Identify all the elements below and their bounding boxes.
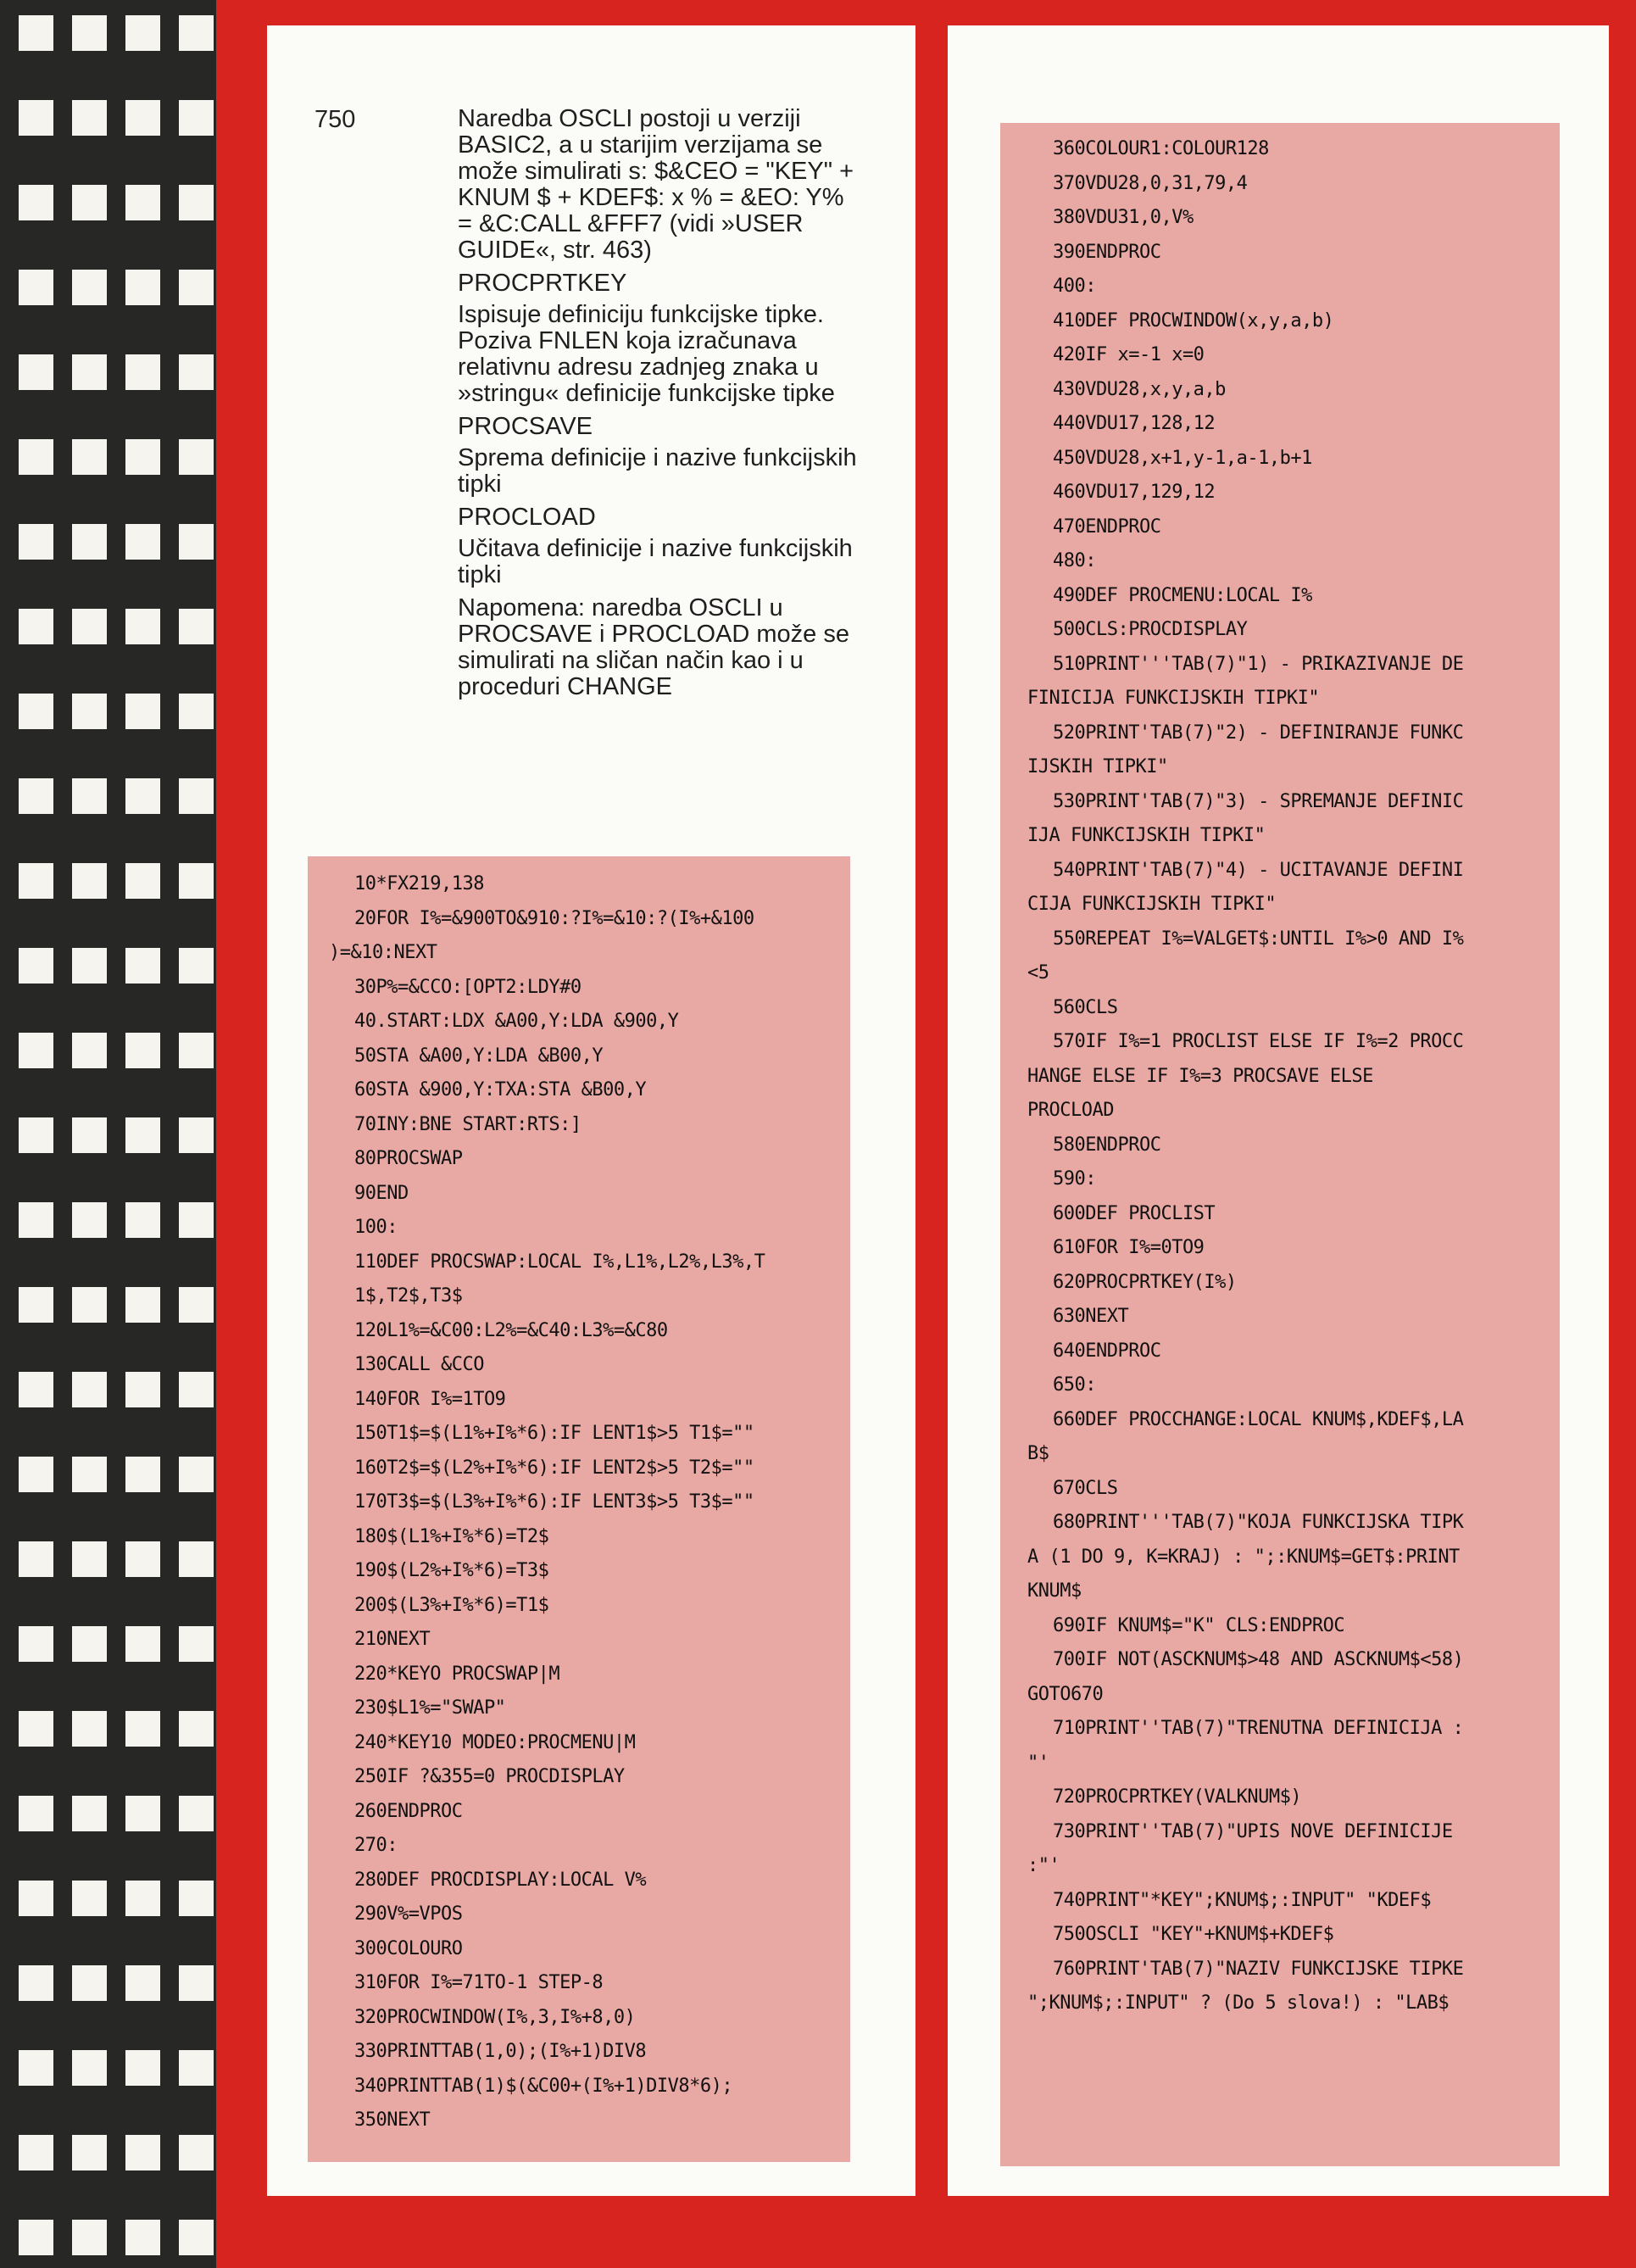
paragraph-procsave: Sprema definicije i nazive funkcijskih tipki — [458, 444, 857, 498]
code-line: 730PRINT''TAB(7)"UPIS NOVE DEFINICIJE — [1053, 1820, 1453, 1842]
code-line: 260ENDPROC — [354, 1800, 463, 1822]
code-line: 350NEXT — [354, 2109, 431, 2131]
code-line: 110DEF PROCSWAP:LOCAL I%,L1%,L2%,L3%,T — [354, 1251, 765, 1273]
code-line: 640ENDPROC — [1053, 1340, 1161, 1362]
code-line: 360COLOUR1:COLOUR128 — [1053, 138, 1269, 159]
code-line: 600DEF PROCLIST — [1053, 1202, 1216, 1224]
note-paragraph: Napomena: naredba OSCLI u PROCSAVE i PROCLOAD može se simulirati na sličan način kao i u proceduri CHANGE — [458, 594, 849, 700]
code-line: 40.START:LDX &A00,Y:LDA &900,Y — [354, 1011, 679, 1032]
code-line: 330PRINTTAB(1,0);(I%+1)DIV8 — [354, 2041, 647, 2062]
code-line: 170T3$=$(L3%+I%*6):IF LENT3$>5 T3$="" — [354, 1491, 754, 1513]
code-line: 680PRINT'''TAB(7)"KOJA FUNKCIJSKA TIPK — [1053, 1512, 1464, 1533]
code-line: 10*FX219,138 — [354, 873, 484, 894]
decorative-stripe-border — [0, 0, 216, 2268]
code-line: 230$L1%="SWAP" — [354, 1697, 506, 1719]
code-line: 620PROCPRTKEY(I%) — [1053, 1271, 1237, 1293]
code-line: 120L1%=&C00:L2%=&C40:L3%=&C80 — [354, 1319, 668, 1341]
code-line: 240*KEY10 MODEO:PROCMENU|M — [354, 1731, 636, 1753]
code-line: 760PRINT'TAB(7)"NAZIV FUNKCIJSKE TIPKE — [1053, 1958, 1464, 1980]
code-line: 380VDU31,0,V% — [1053, 207, 1194, 228]
code-line: 480: — [1053, 550, 1096, 571]
code-line: 740PRINT"*KEY";KNUM$;:INPUT" "KDEF$ — [1053, 1889, 1432, 1911]
code-line: 470ENDPROC — [1053, 515, 1161, 538]
left-page-column — [267, 25, 915, 2196]
code-line: 80PROCSWAP — [354, 1148, 463, 1169]
code-line: 270: — [354, 1835, 398, 1856]
paragraph-procprtkey: Ispisuje definiciju funkcijske tipke. Poziva FNLEN koja izračunava relativnu adresu zadnjeg znaka u »stringu« definicije funkcijske tipke — [458, 301, 835, 407]
code-line: 400: — [1053, 276, 1096, 297]
code-line: 530PRINT'TAB(7)"3) - SPREMANJE DEFINIC — [1053, 790, 1464, 812]
heading-procload: PROCLOAD — [458, 504, 596, 531]
code-line: A (1 DO 9, K=KRAJ) : ";:KNUM$=GET$:PRINT — [1027, 1546, 1460, 1568]
code-line: 690IF KNUM$="K" CLS:ENDPROC — [1053, 1614, 1345, 1636]
code-line: 60STA &900,Y:TXA:STA &B00,Y — [354, 1079, 647, 1101]
code-line: 650: — [1053, 1374, 1096, 1396]
code-line: 450VDU28,x+1,y-1,a-1,b+1 — [1053, 447, 1312, 469]
code-line: 630NEXT — [1053, 1306, 1129, 1327]
code-line: 410DEF PROCWINDOW(x,y,a,b) — [1053, 309, 1334, 332]
code-line: 220*KEYO PROCSWAP|M — [354, 1663, 560, 1685]
code-line: 390ENDPROC — [1053, 241, 1161, 263]
code-line: 750OSCLI "KEY"+KNUM$+KDEF$ — [1053, 1924, 1334, 1945]
code-line: 670CLS — [1053, 1477, 1118, 1499]
code-line: "' — [1027, 1752, 1049, 1774]
code-line: 140FOR I%=1TO9 — [354, 1388, 506, 1410]
code-line: 700IF NOT(ASCKNUM$>48 AND ASCKNUM$<58) — [1053, 1649, 1464, 1670]
code-line: 560CLS — [1053, 996, 1118, 1018]
code-line: 510PRINT'''TAB(7)"1) - PRIKAZIVANJE DE — [1053, 653, 1464, 675]
code-line: 660DEF PROCCHANGE:LOCAL KNUM$,KDEF$,LA — [1053, 1408, 1464, 1430]
heading-procprtkey: PROCPRTKEY — [458, 270, 627, 297]
code-line: HANGE ELSE IF I%=3 PROCSAVE ELSE — [1027, 1065, 1373, 1087]
stripe-pattern — [0, 0, 216, 2268]
code-line: 150T1$=$(L1%+I%*6):IF LENT1$>5 T1$="" — [354, 1423, 754, 1444]
code-listing-right — [1000, 123, 1560, 2166]
code-line: 100: — [354, 1217, 398, 1238]
code-line: 30P%=&CCO:[OPT2:LDY#0 — [354, 976, 582, 998]
code-line: 370VDU28,0,31,79,4 — [1053, 172, 1248, 194]
code-line: 420IF x=-1 x=0 — [1053, 344, 1205, 365]
code-line: 280DEF PROCDISPLAY:LOCAL V% — [354, 1869, 647, 1891]
code-line: 590: — [1053, 1168, 1096, 1190]
code-line: 500CLS:PROCDISPLAY — [1053, 619, 1248, 640]
code-line: 130CALL &CCO — [354, 1354, 484, 1375]
code-line: 200$(L3%+I%*6)=T1$ — [354, 1594, 549, 1616]
code-line: 340PRINTTAB(1)$(&C00+(I%+1)DIV8*6); — [354, 2075, 733, 2097]
code-line: PROCLOAD — [1027, 1100, 1114, 1121]
code-line: )=&10:NEXT — [329, 942, 437, 963]
code-line: B$ — [1027, 1443, 1049, 1464]
code-line: IJSKIH TIPKI" — [1027, 756, 1168, 777]
heading-procsave: PROCSAVE — [458, 413, 593, 440]
bottom-red-band — [267, 2204, 1636, 2268]
code-line: 250IF ?&355=0 PROCDISPLAY — [354, 1766, 625, 1787]
code-line: 320PROCWINDOW(I%,3,I%+8,0) — [354, 2006, 636, 2028]
code-line: 550REPEAT I%=VALGET$:UNTIL I%>0 AND I% — [1053, 928, 1464, 950]
code-line: 720PROCPRTKEY(VALKNUM$) — [1053, 1786, 1302, 1808]
code-line: 710PRINT''TAB(7)"TRENUTNA DEFINICIJA : — [1053, 1718, 1464, 1739]
code-line: 440VDU17,128,12 — [1053, 413, 1216, 434]
code-line: 160T2$=$(L2%+I%*6):IF LENT2$>5 T2$="" — [354, 1457, 754, 1479]
code-line: 290V%=VPOS — [354, 1903, 463, 1925]
code-line: 300COLOURO — [354, 1937, 463, 1959]
code-line: 70INY:BNE START:RTS:] — [354, 1113, 582, 1135]
code-line: 610FOR I%=0TO9 — [1053, 1237, 1205, 1258]
code-line: 520PRINT'TAB(7)"2) - DEFINIRANJE FUNKC — [1053, 722, 1464, 744]
code-line: FINICIJA FUNKCIJSKIH TIPKI" — [1027, 688, 1320, 709]
code-line: :"' — [1027, 1855, 1060, 1876]
intro-paragraph: Naredba OSCLI postoji u verziji BASIC2, a u starijim verzijama se može simulirati s: $&CEO = "KEY" + KNUM $ + KDEF$: x % = &EO: Y% = &C:CALL &FFF7 (vidi »USER GUIDE«, str. 463) — [458, 105, 854, 264]
code-line: <5 — [1027, 962, 1049, 984]
code-line: 460VDU17,129,12 — [1053, 482, 1216, 503]
code-line: ";KNUM$;:INPUT" ? (Do 5 slova!) : "LAB$ — [1027, 1992, 1450, 2014]
prose-text — [458, 106, 865, 707]
code-line: 180$(L1%+I%*6)=T2$ — [354, 1525, 549, 1547]
code-line: 50STA &A00,Y:LDA &B00,Y — [354, 1045, 604, 1067]
code-line: 210NEXT — [354, 1629, 431, 1650]
code-line: 190$(L2%+I%*6)=T3$ — [354, 1560, 549, 1581]
code-line: 430VDU28,x,y,a,b — [1053, 378, 1226, 400]
code-line: CIJA FUNKCIJSKIH TIPKI" — [1027, 894, 1277, 915]
code-line: IJA FUNKCIJSKIH TIPKI" — [1027, 825, 1266, 846]
code-listing-left — [308, 856, 850, 2162]
code-line: 1$,T2$,T3$ — [354, 1285, 463, 1307]
code-line: 20FOR I%=&900TO&910:?I%=&10:?(I%+&100 — [354, 907, 754, 929]
right-page-column — [948, 25, 1609, 2196]
code-line: 570IF I%=1 PROCLIST ELSE IF I%=2 PROCC — [1053, 1031, 1464, 1052]
code-line: 580ENDPROC — [1053, 1134, 1161, 1156]
code-line: 310FOR I%=71TO-1 STEP-8 — [354, 1972, 604, 1993]
code-line: 490DEF PROCMENU:LOCAL I% — [1053, 584, 1312, 606]
code-line: GOTO670 — [1027, 1683, 1104, 1705]
paragraph-procload: Učitava definicije i nazive funkcijskih tipki — [458, 535, 853, 588]
red-margin — [216, 0, 267, 2268]
code-line: 540PRINT'TAB(7)"4) - UCITAVANJE DEFINI — [1053, 859, 1464, 881]
page-number: 750 — [314, 106, 356, 133]
code-line: KNUM$ — [1027, 1580, 1082, 1602]
code-line: 90END — [354, 1182, 409, 1204]
